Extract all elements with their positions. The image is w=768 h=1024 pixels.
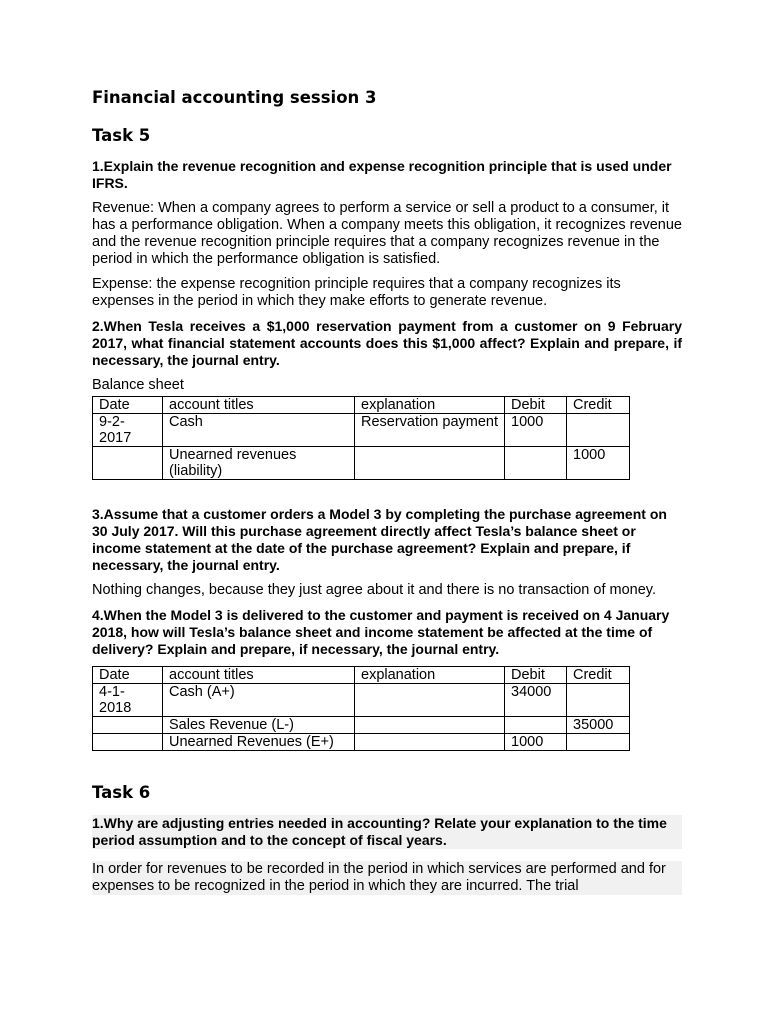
col-header-date: Date	[93, 667, 163, 684]
cell-debit: 34000	[505, 684, 567, 717]
col-header-debit: Debit	[505, 667, 567, 684]
journal-table-1-header	[93, 397, 630, 414]
task5-question-2: 2.When Tesla receives a $1,000 reservation payment from a customer on 9 February 2017, what financial statement accounts does this $1,000 affect? Explain and prepare, if necessary, the journal entry.	[92, 318, 682, 368]
cell-credit: 1000	[567, 447, 630, 480]
cell-debit	[505, 717, 567, 734]
col-header-explanation: explanation	[355, 397, 505, 414]
cell-account: Cash (A+)	[163, 684, 355, 717]
cell-account: Unearned Revenues (E+)	[163, 734, 355, 751]
cell-account: Cash	[163, 414, 355, 447]
cell-date	[93, 447, 163, 480]
table-row	[93, 717, 630, 734]
cell-credit: 35000	[567, 717, 630, 734]
journal-table-1	[92, 396, 630, 480]
task5-answer-3: Nothing changes, because they just agree about it and there is no transaction of money.	[92, 582, 656, 598]
cell-date: 4-1-2018	[93, 684, 163, 717]
table-row	[93, 414, 630, 447]
col-header-debit: Debit	[505, 397, 567, 414]
task5-answer-1-revenue: Revenue: When a company agrees to perform a service or sell a product to a consumer, it has a performance obligation. When a company meets this obligation, it recognizes revenue and the revenue recognition principle requires that a company recognizes revenue in the period in which the performance obligation is satisfied.	[92, 200, 682, 267]
cell-explanation	[355, 684, 505, 717]
cell-explanation	[355, 734, 505, 751]
table-row	[93, 734, 630, 751]
task5-answer-2-label: Balance sheet	[92, 377, 184, 393]
document-page	[92, 86, 682, 903]
task6-question-1: 1.Why are adjusting entries needed in accounting? Relate your explanation to the time period assumption and to the concept of fiscal years.	[92, 815, 682, 849]
cell-debit: 1000	[505, 414, 567, 447]
cell-credit	[567, 734, 630, 751]
cell-explanation	[355, 447, 505, 480]
col-header-credit: Credit	[567, 667, 630, 684]
task5-question-4: 4.When the Model 3 is delivered to the customer and payment is received on 4 January 2018, how will Tesla’s balance sheet and income statement be affected at the time of delivery? Explain and prepare, if necessary, the journal entry.	[92, 607, 670, 657]
cell-date	[93, 734, 163, 751]
journal-table-2	[92, 666, 630, 751]
task5-question-1: 1.Explain the revenue recognition and expense recognition principle that is used under IFRS.	[92, 158, 672, 191]
cell-debit	[505, 447, 567, 480]
task5-question-3: 3.Assume that a customer orders a Model 3 by completing the purchase agreement on 30 July 2017. Will this purchase agreement directly affect Tesla’s balance sheet or income statement at the date of the purchase agreement? Explain and prepare, if necessary, the journal entry.	[92, 506, 667, 573]
col-header-account-titles: account titles	[163, 667, 355, 684]
table-row	[93, 447, 630, 480]
task6-answer-1: In order for revenues to be recorded in the period in which services are performed and for expenses to be recognized in the period in which they are incurred. The trial	[92, 861, 682, 895]
journal-table-2-header	[93, 667, 630, 684]
table-row	[93, 684, 630, 717]
task5-heading: Task 5	[92, 126, 151, 145]
cell-explanation	[355, 717, 505, 734]
cell-credit	[567, 414, 630, 447]
task6-heading: Task 6	[92, 783, 151, 802]
document-title: Financial accounting session 3	[92, 88, 377, 107]
col-header-account-titles: account titles	[163, 397, 355, 414]
cell-explanation: Reservation payment	[355, 414, 505, 447]
cell-account: Sales Revenue (L-)	[163, 717, 355, 734]
cell-date: 9-2-2017	[93, 414, 163, 447]
col-header-credit: Credit	[567, 397, 630, 414]
cell-date	[93, 717, 163, 734]
cell-debit: 1000	[505, 734, 567, 751]
task5-answer-1-expense: Expense: the expense recognition principle requires that a company recognizes its expenses in the period in which they make efforts to generate revenue.	[92, 276, 621, 309]
cell-credit	[567, 684, 630, 717]
cell-account: Unearned revenues (liability)	[163, 447, 355, 480]
col-header-explanation: explanation	[355, 667, 505, 684]
col-header-date: Date	[93, 397, 163, 414]
